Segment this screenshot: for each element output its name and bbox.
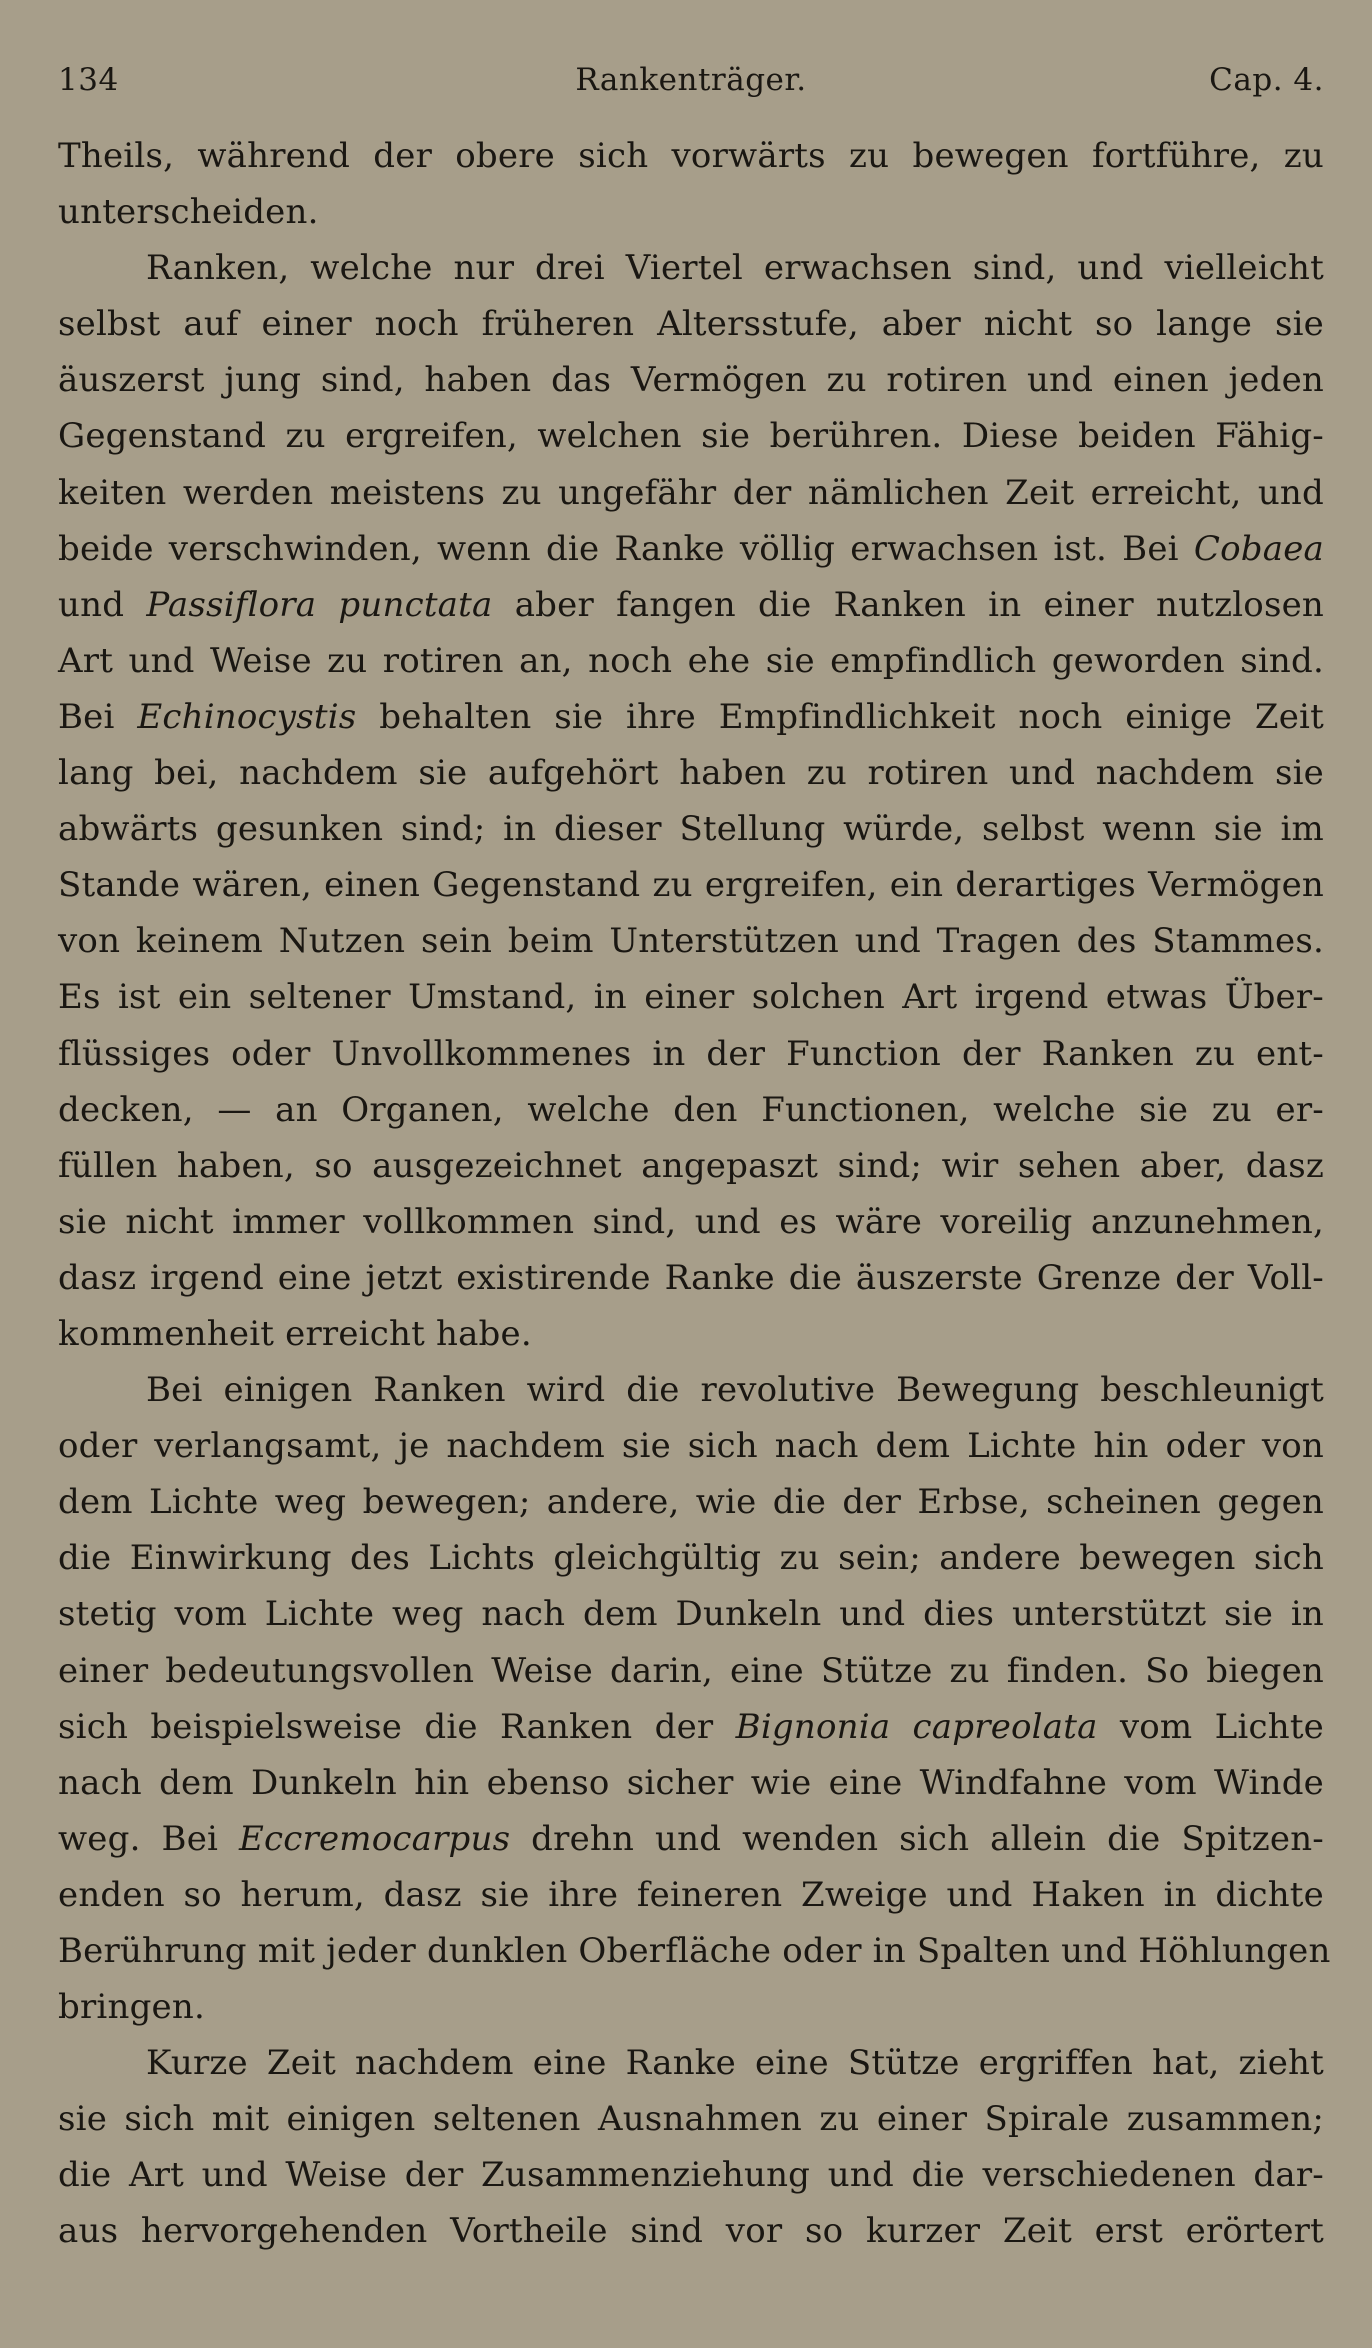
text-line [58,352,1324,408]
text-run: Berührung mit jeder dunklen Oberfläche oder in Spalten und Höhlungen [58,1931,1331,1971]
text-run: dem Lichte weg bewegen; andere, wie die der Erbse, scheinen gegen [58,1482,1324,1523]
text-line [58,1811,1324,1867]
text-line [58,1306,1324,1362]
text-run: äuszerst jung sind, haben das Vermögen zu rotiren und einen jeden [58,360,1324,401]
text-line [58,745,1324,801]
text-line [58,1755,1324,1811]
text-run: decken, — an Organen, welche den Functionen, welche sie zu er- [58,1089,1324,1130]
text-run: abwärts gesunken sind; in dieser Stellung würde, selbst wenn sie im [58,809,1324,850]
page-number: 134 [58,62,119,98]
italic-term: Passiflora punctata [146,584,493,625]
text-run: und [58,584,147,625]
text-run: Stande wären, einen Gegenstand zu ergreifen, ein derartiges Vermögen [58,865,1324,906]
text-line [58,465,1324,521]
text-line [58,1362,1324,1418]
italic-term: Echinocystis [137,696,357,737]
running-head [58,62,1324,112]
running-title: Rankenträger. [575,62,807,98]
chapter-label: Cap. 4. [1209,62,1324,98]
text-line [58,1586,1324,1642]
text-run: aus hervorgehenden Vortheile sind vor so kurzer Zeit erst erörtert [58,2211,1324,2252]
text-line [58,633,1324,689]
text-run: beide verschwinden, wenn die Ranke völlig erwachsen ist. Bei [58,528,1194,569]
text-line [58,240,1324,296]
italic-term: Bignonia capreolata [735,1706,1098,1747]
text-line [58,1643,1324,1699]
text-line [58,969,1324,1025]
text-run: Gegenstand zu ergreifen, welchen sie berühren. Diese beiden Fähig- [58,416,1324,457]
text-run: sie nicht immer vollkommen sind, und es wäre voreilig anzunehmen, [58,1201,1324,1242]
text-run: Kurze Zeit nachdem eine Ranke eine Stütze ergriffen hat, zieht [146,2043,1324,2084]
text-run: Bei einigen Ranken wird die revolutive Bewegung beschleunigt [146,1370,1324,1411]
text-run: von keinem Nutzen sein beim Unterstützen und Tragen des Stammes. [58,921,1324,962]
text-line [58,2091,1324,2147]
text-run: unterscheiden. [58,192,319,233]
text-run: kommenheit erreicht habe. [58,1313,532,1354]
text-run: Ranken, welche nur drei Viertel erwachsen sind, und vielleicht [146,248,1324,289]
text-run: aber fangen die Ranken in einer nutzlosen [492,584,1325,625]
text-line [58,1194,1324,1250]
text-run: weg. Bei [58,1818,239,1859]
text-line [58,1979,1324,2035]
text-run: drehn und wenden sich allein die Spitzen- [510,1818,1324,1859]
text-run: die Einwirkung des Lichts gleichgültig zu sein; andere bewegen sich [58,1538,1324,1579]
text-line [58,1699,1324,1755]
text-line [58,2147,1324,2203]
text-run: behalten sie ihre Empfindlichkeit noch einige Zeit [356,696,1324,737]
text-line [58,128,1324,184]
text-run: selbst auf einer noch früheren Altersstufe, aber nicht so lange sie [58,304,1324,345]
text-line [58,1867,1324,1923]
italic-term: Cobaea [1193,528,1324,569]
text-run: keiten werden meistens zu ungefähr der nämlichen Zeit erreicht, und [58,472,1324,513]
text-run: stetig vom Lichte weg nach dem Dunkeln und dies unterstützt sie in [58,1594,1324,1635]
text-run: die Art und Weise der Zusammenziehung und die verschiedenen dar- [58,2155,1324,2196]
text-run: nach dem Dunkeln hin ebenso sicher wie eine Windfahne vom Winde [58,1762,1324,1803]
text-line [58,1250,1324,1306]
text-line [58,1474,1324,1530]
italic-term: Eccremocarpus [239,1818,511,1859]
text-line [58,2035,1324,2091]
text-run: einer bedeutungsvollen Weise darin, eine Stütze zu finden. So biegen [58,1650,1324,1691]
text-line [58,689,1324,745]
text-run: vom Lichte [1097,1706,1324,1747]
text-run: Bei [58,696,138,737]
text-run: flüssiges oder Unvollkommenes in der Function der Ranken zu ent- [58,1033,1324,1074]
text-line [58,2203,1324,2259]
text-run: lang bei, nachdem sie aufgehört haben zu rotiren und nachdem sie [58,753,1324,794]
text-run: Theils, während der obere sich vorwärts zu bewegen fortführe, zu [58,136,1324,176]
text-run: Art und Weise zu rotiren an, noch ehe sie empfindlich geworden sind. [58,640,1324,681]
text-line [58,577,1324,633]
text-run: bringen. [58,1987,205,2028]
text-run: enden so herum, dasz sie ihre feineren Zweige und Haken in dichte [58,1874,1324,1915]
text-line [58,857,1324,913]
text-run: dasz irgend eine jetzt existirende Ranke die äuszerste Grenze der Voll- [58,1257,1324,1298]
text-line [58,184,1324,240]
text-line [58,1082,1324,1138]
text-run: oder verlangsamt, je nachdem sie sich nach dem Lichte hin oder von [58,1426,1324,1467]
text-line [58,1138,1324,1194]
text-line [58,1530,1324,1586]
text-line [58,521,1324,577]
text-line [58,1923,1331,1979]
text-line [58,1418,1324,1474]
text-run: sie sich mit einigen seltenen Ausnahmen zu einer Spirale zusammen; [58,2099,1324,2140]
text-line [58,296,1324,352]
text-run: Es ist ein seltener Umstand, in einer solchen Art irgend etwas Über- [58,977,1324,1018]
text-run: füllen haben, so ausgezeichnet angepaszt sind; wir sehen aber, dasz [58,1145,1324,1186]
text-run: sich beispielsweise die Ranken der [58,1706,736,1747]
text-line [58,913,1324,969]
body-text [58,128,1331,2260]
text-line [58,801,1324,857]
text-line [58,408,1324,464]
text-line [58,1026,1324,1082]
